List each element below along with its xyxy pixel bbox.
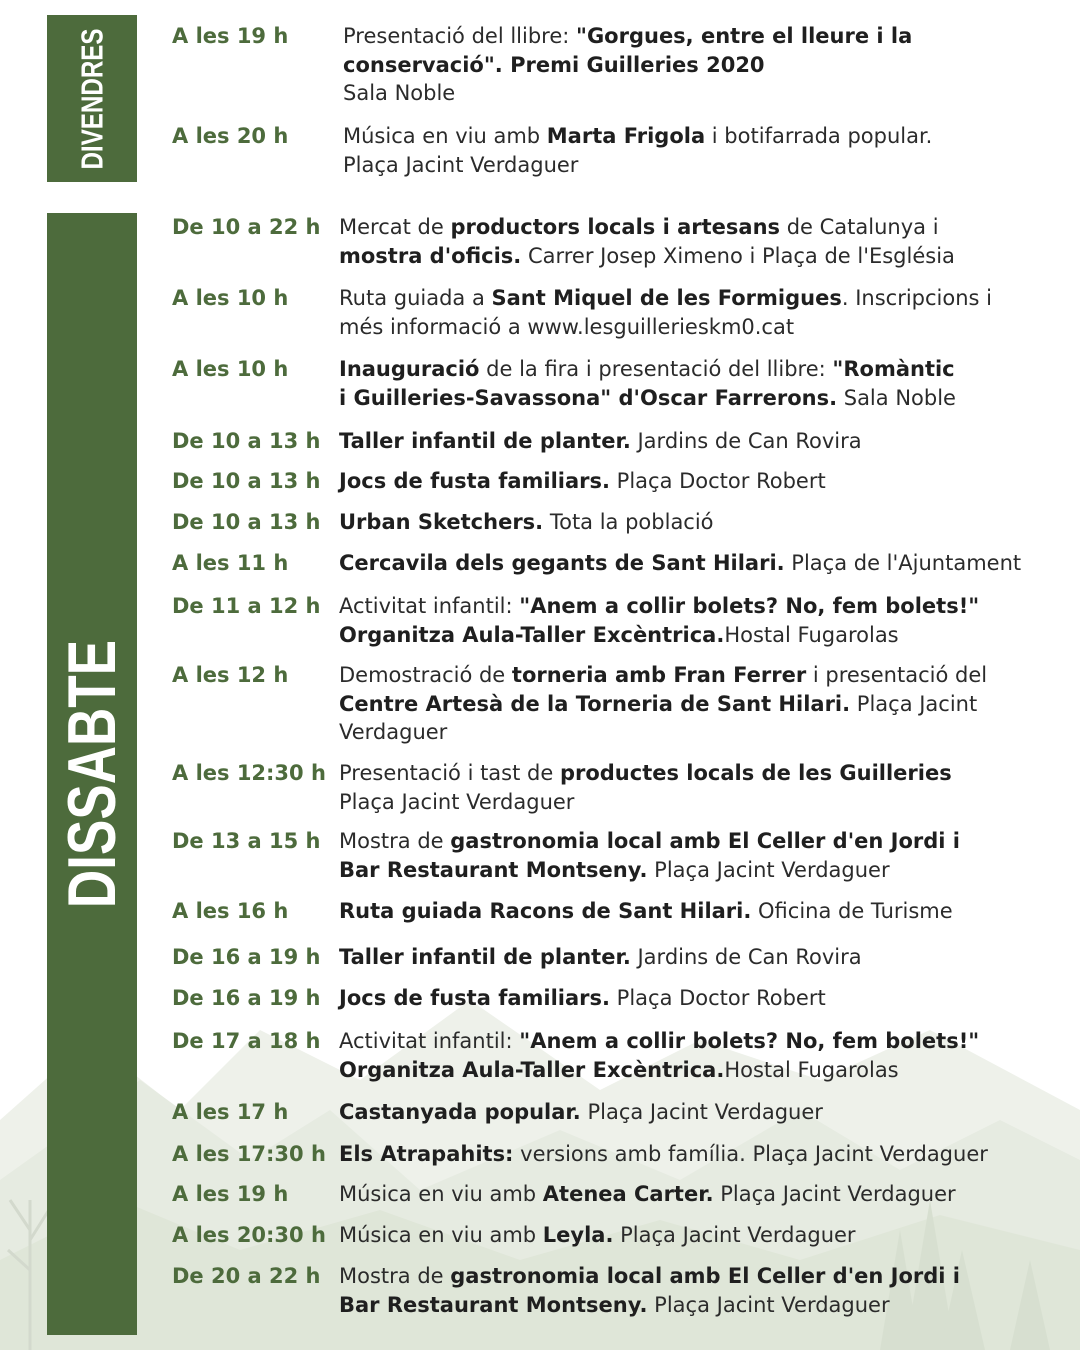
event-time: A les 20 h xyxy=(172,124,289,148)
event-description xyxy=(339,1180,1029,1209)
description-highlight: Cercavila dels gegants de Sant Hilari. xyxy=(339,551,785,575)
event-description xyxy=(339,1262,1029,1319)
description-text: Plaça Jacint Verdaguer xyxy=(613,1223,856,1247)
description-text: Plaça Jacint Verdaguer xyxy=(713,1182,956,1206)
description-line xyxy=(339,897,1029,926)
description-line xyxy=(339,549,1029,578)
description-line xyxy=(339,1140,1029,1169)
event-description xyxy=(339,592,1029,649)
description-text: Mostra de xyxy=(339,829,451,853)
description-line xyxy=(339,856,1029,885)
description-text: Plaça Jacint Verdaguer xyxy=(647,1292,890,1317)
description-text: versions amb família. Plaça Jacint Verdaguer xyxy=(513,1142,988,1166)
description-text: Plaça Jacint Verdaguer xyxy=(580,1100,823,1124)
description-highlight: Marta Frigola xyxy=(546,124,706,148)
event-time: A les 16 h xyxy=(172,899,289,923)
event-time: De 11 a 12 h xyxy=(172,594,321,618)
description-highlight: Urban Sketchers. xyxy=(339,510,544,534)
event-time: De 17 a 18 h xyxy=(172,1029,321,1053)
description-highlight: Leyla. xyxy=(542,1223,614,1247)
event-time: De 13 a 15 h xyxy=(172,829,321,853)
description-text: i botifarrada popular. xyxy=(705,124,933,148)
description-line xyxy=(339,467,1029,496)
event-description xyxy=(339,661,1029,747)
description-highlight: Atenea Carter. xyxy=(542,1182,714,1206)
description-highlight: "Gorgues, entre el lleure i la xyxy=(576,24,913,48)
description-text: Verdaguer xyxy=(339,720,448,744)
description-text: Plaça Jacint xyxy=(850,691,978,716)
description-highlight: Els Atrapahits: xyxy=(339,1142,514,1166)
event-description xyxy=(339,759,1029,816)
description-text: de la fira i presentació del llibre: xyxy=(479,357,833,381)
event-description xyxy=(343,22,1033,108)
description-highlight: Centre Artesà de la Torneria de Sant Hilari. xyxy=(339,691,851,716)
description-line xyxy=(343,22,1033,51)
event-time: De 10 a 13 h xyxy=(172,429,321,453)
description-highlight: Organitza Aula-Taller Excèntrica. xyxy=(339,1057,725,1082)
description-text: Plaça Jacint Verdaguer xyxy=(647,857,890,882)
description-highlight: Sant Miquel de les Formigues xyxy=(491,286,842,310)
description-text: i presentació del xyxy=(806,663,988,687)
description-highlight: productes locals de les Guilleries xyxy=(559,761,952,785)
description-highlight: Inauguració xyxy=(339,357,480,381)
description-text: Plaça de l'Ajuntament xyxy=(784,551,1022,575)
description-line xyxy=(339,384,1029,413)
event-time: A les 20:30 h xyxy=(172,1223,326,1247)
description-highlight: i Guilleries-Savassona" d'Oscar Farrerons. xyxy=(339,385,838,410)
description-highlight: mostra d'oficis. xyxy=(339,243,522,268)
description-text: Plaça Jacint Verdaguer xyxy=(343,152,579,177)
description-line xyxy=(339,242,1029,271)
event-time: A les 11 h xyxy=(172,551,289,575)
description-text: Música en viu amb xyxy=(339,1182,543,1206)
description-highlight: "Romàntic xyxy=(832,357,955,381)
event-description xyxy=(339,355,1029,412)
description-text: Sala Noble xyxy=(343,81,456,105)
description-highlight: Jocs de fusta familiars. xyxy=(339,986,610,1010)
description-highlight: "Anem a collir bolets? No, fem bolets!" xyxy=(519,1029,980,1053)
description-line xyxy=(339,1262,1029,1291)
event-description xyxy=(339,549,1029,578)
event-time: A les 10 h xyxy=(172,286,289,310)
event-time: De 20 a 22 h xyxy=(172,1264,321,1288)
description-text: Plaça Jacint Verdaguer xyxy=(339,789,575,814)
day-label-saturday: DISSABTE xyxy=(54,639,131,909)
description-line xyxy=(339,984,1029,1013)
description-text: Plaça Doctor Robert xyxy=(609,986,826,1010)
event-time: De 10 a 22 h xyxy=(172,215,321,239)
description-line xyxy=(339,284,1029,313)
day-label-friday: DIVENDRES xyxy=(74,27,109,170)
event-time: A les 12:30 h xyxy=(172,761,326,785)
event-time: A les 19 h xyxy=(172,1182,289,1206)
description-text: Jardins de Can Rovira xyxy=(630,945,862,969)
description-line xyxy=(339,1221,1029,1250)
description-text: Carrer Josep Ximeno i Plaça de l'Església xyxy=(521,243,955,268)
event-description xyxy=(339,1098,1029,1127)
description-line xyxy=(339,827,1029,856)
description-line xyxy=(339,1098,1029,1127)
day-tab-saturday xyxy=(47,213,137,1335)
description-line xyxy=(339,718,1029,747)
description-text: Mercat de xyxy=(339,215,451,239)
event-time: De 16 a 19 h xyxy=(172,945,321,969)
event-description xyxy=(339,284,1029,341)
description-line xyxy=(339,943,1029,972)
description-line xyxy=(339,1180,1029,1209)
description-text: Presentació del llibre: xyxy=(343,24,576,48)
description-line xyxy=(339,508,1029,537)
description-text: Plaça Doctor Robert xyxy=(609,469,826,493)
event-time: A les 19 h xyxy=(172,24,289,48)
description-text: Ruta guiada a xyxy=(339,286,492,310)
event-description xyxy=(339,897,1029,926)
event-description xyxy=(339,427,1029,456)
event-time: De 10 a 13 h xyxy=(172,469,321,493)
description-highlight: Taller infantil de planter. xyxy=(339,429,631,453)
description-text: Hostal Fugarolas xyxy=(724,622,899,647)
description-text: més informació a www.lesguillerieskm0.cat xyxy=(339,314,795,339)
description-highlight: Jocs de fusta familiars. xyxy=(339,469,610,493)
description-line xyxy=(339,690,1029,719)
description-line xyxy=(339,661,1029,690)
day-tab-friday xyxy=(47,15,137,182)
description-highlight: "Anem a collir bolets? No, fem bolets!" xyxy=(519,594,980,618)
event-description xyxy=(339,1221,1029,1250)
description-line xyxy=(343,122,1033,151)
event-time: A les 12 h xyxy=(172,663,289,687)
description-text: Demostració de xyxy=(339,663,512,687)
description-line xyxy=(339,355,1029,384)
description-line xyxy=(339,788,1029,817)
description-line xyxy=(339,427,1029,456)
event-description xyxy=(339,943,1029,972)
event-time: De 10 a 13 h xyxy=(172,510,321,534)
description-highlight: torneria amb Fran Ferrer xyxy=(511,663,807,687)
event-time: A les 17 h xyxy=(172,1100,289,1124)
description-text: Tota la població xyxy=(543,510,714,534)
description-line xyxy=(343,51,1033,80)
event-time: A les 17:30 h xyxy=(172,1142,326,1166)
event-time: De 16 a 19 h xyxy=(172,986,321,1010)
event-description xyxy=(343,122,1033,179)
description-text: Jardins de Can Rovira xyxy=(630,429,862,453)
description-highlight: Ruta guiada Racons de Sant Hilari. xyxy=(339,899,752,923)
description-text: Presentació i tast de xyxy=(339,761,560,785)
description-text: . Inscripcions i xyxy=(841,286,992,310)
description-highlight: Bar Restaurant Montseny. xyxy=(339,1292,648,1317)
description-text: Oficina de Turisme xyxy=(751,899,953,923)
event-description xyxy=(339,508,1029,537)
description-highlight: Castanyada popular. xyxy=(339,1100,581,1124)
description-text: Sala Noble xyxy=(837,385,956,410)
event-description xyxy=(339,984,1029,1013)
description-line xyxy=(339,621,1029,650)
description-text: Hostal Fugarolas xyxy=(724,1057,899,1082)
description-highlight: Organitza Aula-Taller Excèntrica. xyxy=(339,622,725,647)
description-text: de Catalunya i xyxy=(780,215,939,239)
description-highlight: gastronomia local amb El Celler d'en Jordi i xyxy=(450,1264,960,1288)
description-line xyxy=(339,213,1029,242)
description-highlight: Bar Restaurant Montseny. xyxy=(339,857,648,882)
event-description xyxy=(339,467,1029,496)
description-line xyxy=(343,79,1033,108)
description-text: Música en viu amb xyxy=(339,1223,543,1247)
event-description xyxy=(339,827,1029,884)
event-description xyxy=(339,1027,1029,1084)
description-line xyxy=(339,1056,1029,1085)
description-text: Activitat infantil: xyxy=(339,594,520,618)
event-time: A les 10 h xyxy=(172,357,289,381)
description-highlight: Taller infantil de planter. xyxy=(339,945,631,969)
description-text: Activitat infantil: xyxy=(339,1029,520,1053)
description-text: Música en viu amb xyxy=(343,124,547,148)
event-description xyxy=(339,213,1029,270)
description-highlight: conservació". Premi Guilleries 2020 xyxy=(343,52,765,77)
description-line xyxy=(339,592,1029,621)
event-description xyxy=(339,1140,1029,1169)
description-line xyxy=(339,313,1029,342)
description-highlight: gastronomia local amb El Celler d'en Jordi i xyxy=(450,829,960,853)
description-line xyxy=(339,1027,1029,1056)
description-line xyxy=(343,151,1033,180)
description-line xyxy=(339,759,1029,788)
description-highlight: productors locals i artesans xyxy=(450,215,781,239)
description-text: Mostra de xyxy=(339,1264,451,1288)
description-line xyxy=(339,1291,1029,1320)
